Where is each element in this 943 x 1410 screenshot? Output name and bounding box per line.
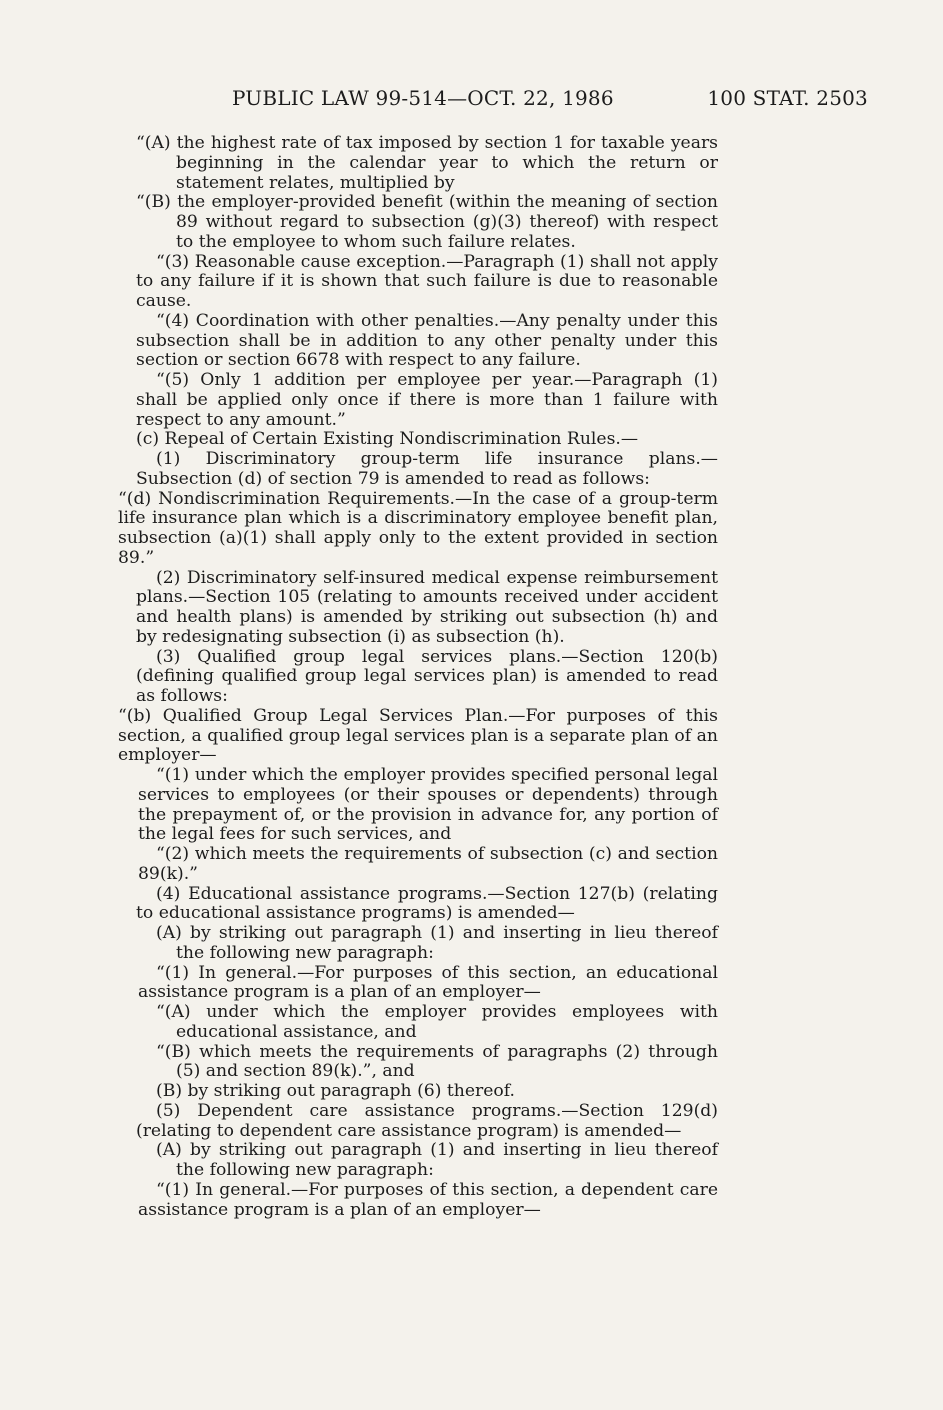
clause-1-legal-services: “(1) under which the employer provides specified personal legal services to employees (or their spouses or dependents) through the prepayment of, or the provision in advance for, any portion of the legal fees for such services, and: [138, 765, 718, 845]
paragraph-b-employer-benefit: “(B) the employer-provided benefit (within the meaning of section 89 without regard to subsection (g)(3) thereof) with respect to the employee to whom such failure relates.: [136, 192, 718, 252]
clause-b-strike-paragraph-6: (B) by striking out paragraph (6) thereof.: [156, 1081, 515, 1101]
subsection-d-nondiscrimination: “(d) Nondiscrimination Requirements.—In the case of a group-term life insurance plan which is a discriminatory employee benefit plan, subsection (a)(1) shall apply only to the extent provided in section 89.”: [118, 488, 718, 568]
statute-body: [118, 134, 718, 1220]
clause-1-in-general-educational: “(1) In general.—For purposes of this section, an educational assistance program is a plan of an employer—: [138, 962, 718, 1003]
paragraph-5-only-one-addition: “(5) Only 1 addition per employee per year.—Paragraph (1) shall be applied only once if there is more than 1 failure with respect to any amount.”: [136, 370, 718, 430]
clause-2-requirements: “(2) which meets the requirements of subsection (c) and section 89(k).”: [138, 844, 718, 884]
paragraph-2-medical-expense: (2) Discriminatory self-insured medical expense reimbursement plans.—Section 105 (relating to amounts received under accident and health plans) is amended by striking out subsection (h) and by redesignating subsection (i) as subsection (h).: [136, 567, 718, 647]
clause-b-meets-requirements: “(B) which meets the requirements of paragraphs (2) through (5) and section 89(k).”, and: [156, 1041, 718, 1082]
subsection-c-repeal: (c) Repeal of Certain Existing Nondiscrimination Rules.—: [136, 429, 639, 450]
paragraph-1-group-term-life: (1) Discriminatory group-term life insurance plans.— Subsection (d) of section 79 is amended to read as follows:: [136, 449, 718, 489]
paragraph-3-reasonable-cause: “(3) Reasonable cause exception.—Paragraph (1) shall not apply to any failure if it is shown that such failure is due to reasonable cause.: [136, 251, 718, 311]
subsection-b-legal-services-plan: “(b) Qualified Group Legal Services Plan.—For purposes of this section, a qualified group legal services plan is a separate plan of an employer—: [118, 705, 718, 766]
public-law-title: PUBLIC LAW 99-514—OCT. 22, 1986: [232, 86, 614, 110]
clause-1-in-general-dependent: “(1) In general.—For purposes of this section, a dependent care assistance program is a plan of an employer—: [138, 1179, 718, 1220]
clause-a-strike-paragraph-1-dependent: (A) by striking out paragraph (1) and inserting in lieu thereof the following new paragraph:: [156, 1140, 718, 1180]
paragraph-4-coordination: “(4) Coordination with other penalties.—Any penalty under this subsection shall be in addition to any other penalty under this section or section 6678 with respect to any failure.: [136, 310, 718, 371]
page-header: [0, 86, 943, 116]
paragraph-5-dependent-care: (5) Dependent care assistance programs.—Section 129(d) (relating to dependent care assistance program) is amended—: [136, 1100, 718, 1141]
paragraph-4-educational-assistance: (4) Educational assistance programs.—Section 127(b) (relating to educational assistance programs) is amended—: [136, 883, 718, 924]
paragraph-a-highest-rate: “(A) the highest rate of tax imposed by section 1 for taxable years beginning in the calendar year to which the return or statement relates, multiplied by: [136, 133, 718, 193]
paragraph-3-legal-services: (3) Qualified group legal services plans.—Section 120(b) (defining qualified group legal services plan) is amended to read as follows:: [136, 646, 718, 706]
clause-a-strike-paragraph-1: (A) by striking out paragraph (1) and inserting in lieu thereof the following new paragraph:: [156, 923, 718, 963]
clause-a-educational-assistance: “(A) under which the employer provides employees with educational assistance, and: [156, 1002, 718, 1042]
statute-page-number: 100 STAT. 2503: [707, 86, 868, 110]
